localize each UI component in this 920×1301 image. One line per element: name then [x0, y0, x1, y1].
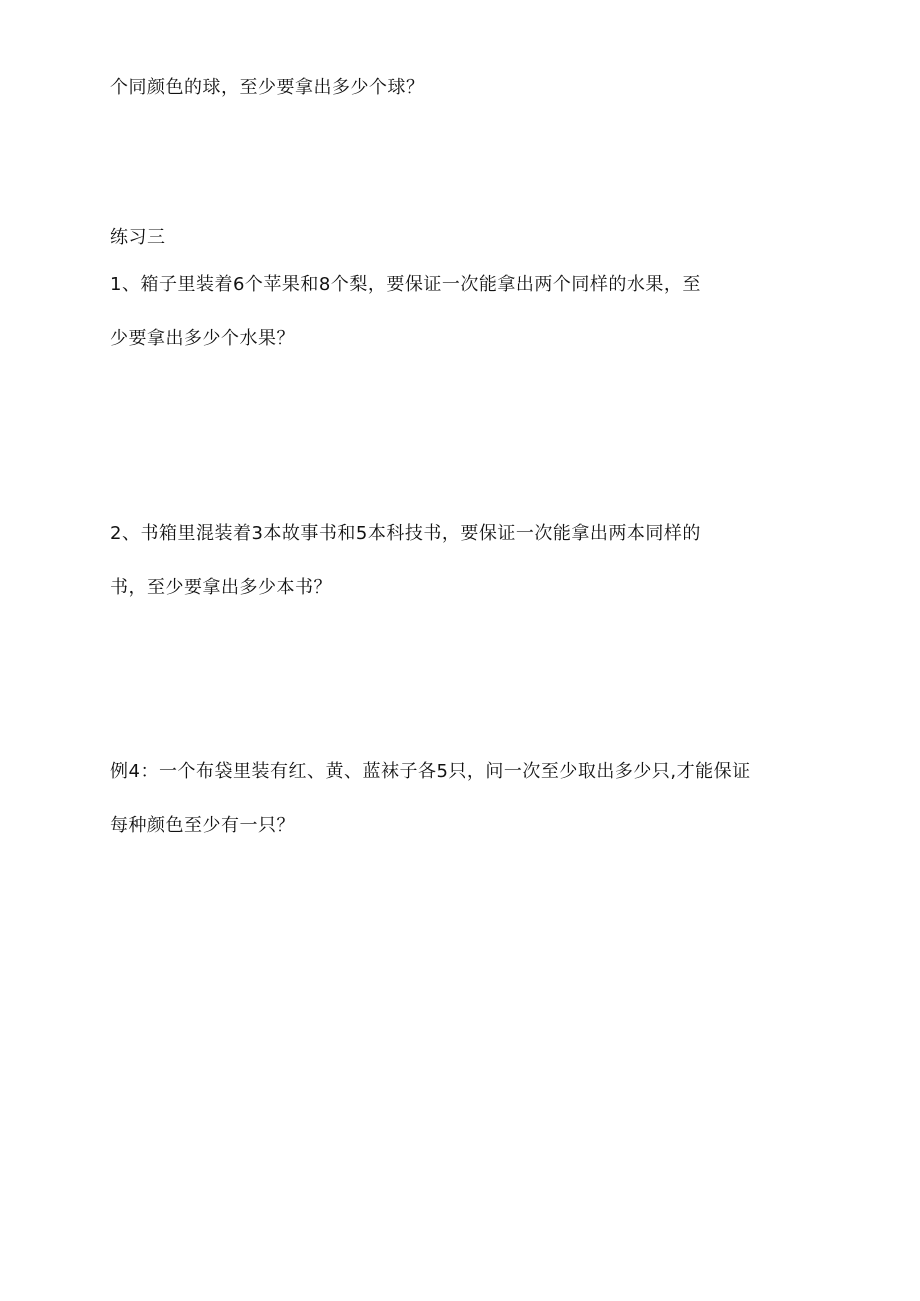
- problem-2-line-2: 书，至少要拿出多少本书？: [110, 577, 332, 598]
- problem-1-line-1: 1、箱子里装着6个苹果和8个梨，要保证一次能拿出两个同样的水果，至: [110, 274, 701, 295]
- problem-2-line-1: 2、书箱里混装着3本故事书和5本科技书，要保证一次能拿出两本同样的: [110, 523, 701, 544]
- example-4-line-1: 例4：一个布袋里装有红、黄、蓝袜子各5只，问一次至少取出多少只,才能保证: [110, 761, 751, 782]
- example-4-line-2: 每种颜色至少有一只？: [110, 815, 295, 836]
- section-title: 练习三: [110, 227, 166, 248]
- intro-continuation-text: 个同颜色的球，至少要拿出多少个球？: [110, 77, 425, 98]
- problem-1-line-2: 少要拿出多少个水果？: [110, 328, 295, 349]
